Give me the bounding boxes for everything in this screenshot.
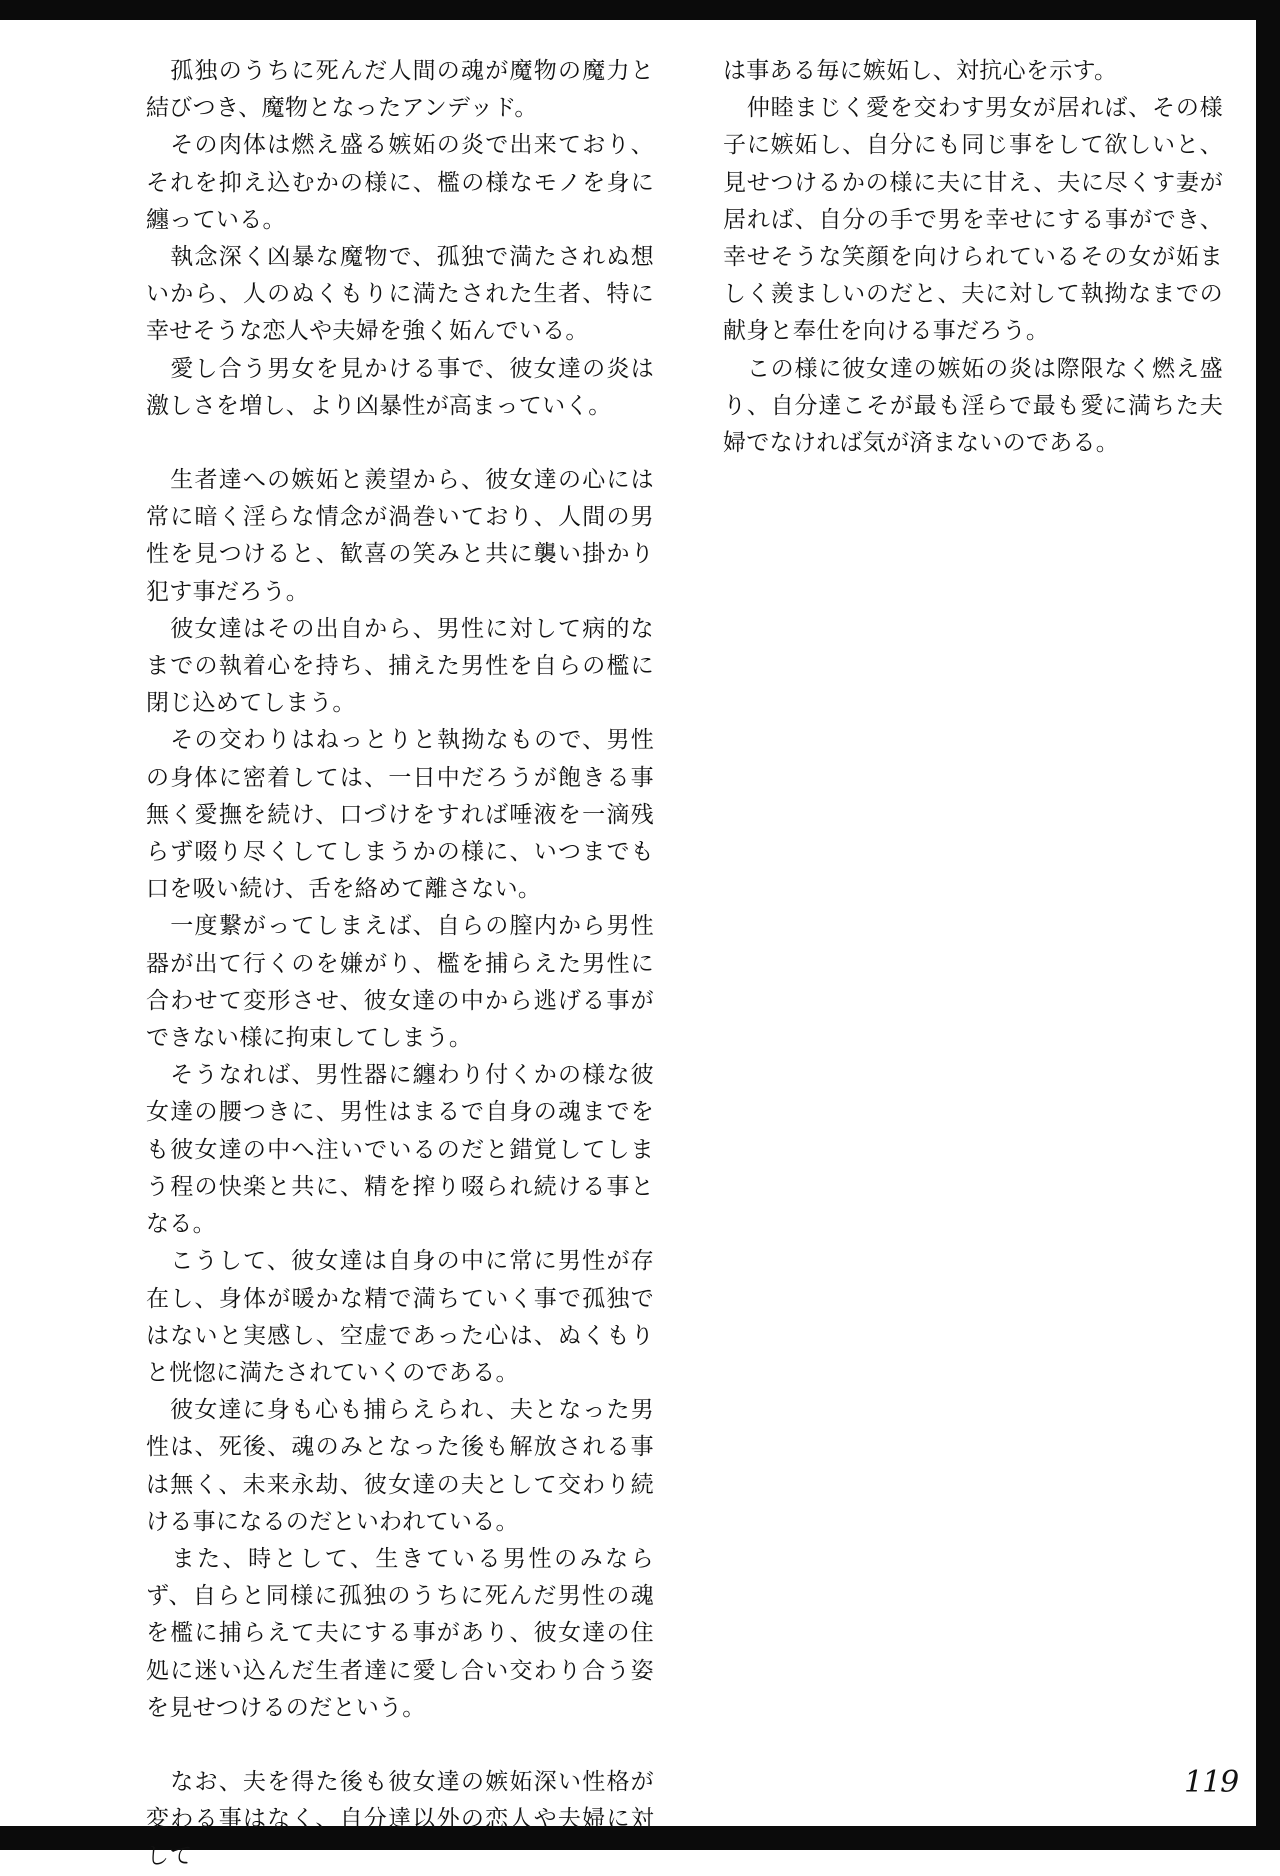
- paragraph: 一度繋がってしまえば、自らの膣内から男性器が出て行くのを嫌がり、檻を捕らえた男性に合わせて変形させ、彼女達の中から逃げる事ができない様に拘束してしまう。: [146, 913, 654, 1052]
- paragraph-spacer: [146, 1727, 654, 1764]
- paragraph: 仲睦まじく愛を交わす男女が居れば、その様子に嫉妬し、自分にも同じ事をして欲しいと、見せつけるかの様に夫に甘え、夫に尽くす妻が居れば、自分の手で男を幸せにする事ができ、幸せそうな笑顔を向けられているその女が妬ましく羨ましいのだと、夫に対して執拗なまでの献身と奉仕を向ける事だろう。: [723, 95, 1223, 345]
- left-text-column: [146, 53, 654, 1876]
- paragraph: この様に彼女達の嫉妬の炎は際限なく燃え盛り、自分達こそが最も淫らで最も愛に満ちた夫婦でなければ気が済まないのである。: [723, 355, 1223, 457]
- paragraph: そうなれば、男性器に纏わり付くかの様な彼女達の腰つきに、男性はまるで自身の魂までをも彼女達の中へ注いでいるのだと錯覚してしまう程の快楽と共に、精を搾り啜られ続ける事となる。: [146, 1062, 654, 1238]
- paragraph: 執念深く凶暴な魔物で、孤独で満たされぬ想いから、人のぬくもりに満たされた生者、特に幸せそうな恋人や夫婦を強く妬んでいる。: [146, 244, 654, 345]
- paragraph: 愛し合う男女を見かける事で、彼女達の炎は激しさを増し、より凶暴性が高まっていく。: [146, 355, 654, 419]
- right-text-column: [723, 53, 1223, 462]
- frame-inner-line-right: [1246, 20, 1249, 1826]
- paragraph: 彼女達に身も心も捕らえられ、夫となった男性は、死後、魂のみとなった後も解放される事は無く、未来永劫、彼女達の夫として交わり続ける事になるのだといわれている。: [146, 1397, 654, 1535]
- paragraph: こうして、彼女達は自身の中に常に男性が存在し、身体が暖かな精で満ちていく事で孤独ではないと実感し、空虚であった心は、ぬくもりと恍惚に満たされていくのである。: [146, 1248, 654, 1386]
- paragraph: その肉体は燃え盛る嫉妬の炎で出来ており、それを抑え込むかの様に、檻の様なモノを身に纏っている。: [146, 132, 654, 233]
- paragraph: その交わりはねっとりと執拗なもので、男性の身体に密着しては、一日中だろうが飽きる事無く愛撫を続け、口づけをすれば唾液を一滴残らず啜り尽くしてしまうかの様に、いつまでも口を吸い続け、舌を絡めて離さない。: [146, 727, 654, 903]
- paragraph: 孤独のうちに死んだ人間の魂が魔物の魔力と結びつき、魔物となったアンデッド。: [146, 58, 654, 122]
- paragraph: また、時として、生きている男性のみならず、自らと同様に孤独のうちに死んだ男性の魂を檻に捕らえて夫にする事があり、彼女達の住処に迷い込んだ生者達に愛し合い交わり合う姿を見せつけるのだという。: [146, 1545, 654, 1721]
- paragraph: 生者達への嫉妬と羨望から、彼女達の心には常に暗く淫らな情念が渦巻いており、人間の男性を見つけると、歓喜の笑みと共に襲い掛かり犯す事だろう。: [146, 467, 654, 605]
- paragraph-spacer: [146, 425, 654, 462]
- paragraph: 彼女達はその出自から、男性に対して病的なまでの執着心を持ち、捕えた男性を自らの檻に閉じ込めてしまう。: [146, 615, 654, 717]
- paragraph: は事ある毎に嫉妬し、対抗心を示す。: [723, 58, 1118, 84]
- page-number: 119: [1184, 1765, 1239, 1800]
- paragraph: なお、夫を得た後も彼女達の嫉妬深い性格が変わる事はなく、自分達以外の恋人や夫婦に対して: [146, 1768, 654, 1870]
